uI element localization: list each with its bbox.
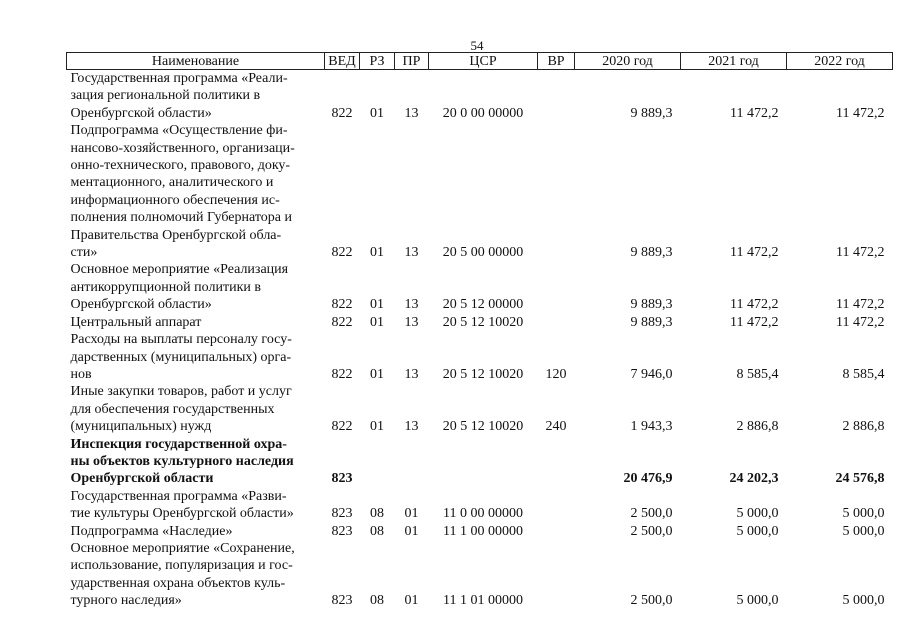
header-vr: ВР: [538, 53, 575, 70]
cell-y2022: 2 886,8: [842, 419, 885, 435]
cell-csr: 11 1 00 00000: [443, 523, 523, 539]
row-name-line: нов: [70, 366, 92, 382]
row-name-line: Оренбургской области»: [70, 105, 212, 121]
header-pr: ПР: [395, 53, 429, 70]
budget-table: [66, 52, 893, 610]
cell-csr: 20 5 12 00000: [442, 297, 524, 313]
cell-csr: 20 5 00 00000: [442, 245, 524, 261]
cell-y2021: 2 886,8: [736, 419, 779, 435]
cell-y2022: 8 585,4: [842, 366, 885, 382]
cell-vr: 240: [545, 419, 567, 435]
row-name-line: Иные закупки товаров, работ и услуг: [70, 384, 292, 400]
row-name-line: Подпрограмма «Наследие»: [70, 523, 233, 539]
row-name: [67, 523, 325, 540]
row-name: [67, 331, 325, 383]
row-name-line: (муниципальных) нужд: [70, 419, 212, 435]
cell-rz: 01: [370, 314, 384, 330]
row-name-line: Инспекция государственной охра-: [70, 436, 287, 452]
row-name-line: антикоррупционной политики в: [70, 279, 261, 295]
cell-y2020: 20 476,9: [623, 471, 673, 487]
row-name-line: полнения полномочий Губернатора и: [70, 210, 292, 226]
cell-y2020: 9 889,3: [630, 314, 673, 330]
table-row: [67, 436, 893, 488]
cell-rz: 01: [370, 419, 384, 435]
table-row: [67, 70, 893, 123]
row-name-line: дарственных (муниципальных) орга-: [70, 349, 292, 365]
cell-csr: 20 5 12 10020: [442, 366, 524, 382]
row-name-line: нансово-хозяйственного, организаци-: [70, 140, 295, 156]
cell-pr: 13: [404, 297, 419, 313]
cell-ved: 822: [331, 105, 353, 121]
row-name-line: информационного обеспечения ис-: [70, 192, 280, 208]
row-name-line: турного наследия»: [70, 593, 182, 609]
header-2020: 2020 год: [575, 53, 681, 70]
row-name-line: Подпрограмма «Осуществление фи-: [70, 123, 288, 139]
cell-y2021: 5 000,0: [736, 506, 779, 522]
cell-y2021: 11 472,2: [730, 314, 779, 330]
cell-ved: 822: [331, 245, 353, 261]
row-name-line: Оренбургской области»: [70, 297, 212, 313]
table-row: [67, 261, 893, 313]
table-row: [67, 540, 893, 610]
row-name: [67, 314, 325, 331]
cell-ved: 822: [331, 419, 353, 435]
cell-y2020: 7 946,0: [630, 366, 673, 382]
cell-pr: 01: [404, 593, 419, 609]
row-name: [67, 122, 325, 261]
cell-ved: 823: [331, 471, 353, 487]
cell-rz: 01: [370, 245, 384, 261]
header-name: Наименование: [67, 53, 325, 70]
row-name-line: ны объектов культурного наследия: [70, 453, 294, 469]
header-2021: 2021 год: [681, 53, 787, 70]
cell-pr: 13: [404, 105, 419, 121]
cell-y2020: 2 500,0: [630, 506, 673, 522]
cell-ved: 823: [331, 523, 353, 539]
table-row: [67, 314, 893, 331]
cell-y2022: 11 472,2: [836, 314, 885, 330]
cell-csr: 20 5 12 10020: [442, 314, 524, 330]
cell-csr: [429, 436, 538, 488]
cell-pr: 13: [404, 314, 419, 330]
cell-vr: [538, 523, 575, 540]
cell-ved: 822: [331, 297, 353, 313]
cell-vr: 120: [545, 366, 567, 382]
row-name-line: Расходы на выплаты персоналу госу-: [70, 332, 292, 348]
page-number: 54: [470, 38, 484, 53]
cell-pr: 13: [404, 366, 419, 382]
cell-rz: 08: [370, 523, 384, 539]
cell-y2020: 1 943,3: [630, 419, 673, 435]
row-name-line: Государственная программа «Реали-: [70, 71, 288, 86]
row-name-line: Правительства Оренбургской обла-: [70, 227, 282, 243]
cell-rz: 08: [370, 593, 384, 609]
row-name-line: Основное мероприятие «Реализация: [70, 262, 289, 278]
row-name: [67, 488, 325, 523]
cell-csr: 11 0 00 00000: [443, 506, 523, 522]
row-name: [67, 436, 325, 488]
cell-y2022: 5 000,0: [842, 593, 885, 609]
table-row: [67, 523, 893, 540]
cell-ved: 823: [331, 593, 353, 609]
cell-rz: [360, 436, 395, 488]
cell-vr: [538, 70, 575, 123]
row-name: [67, 540, 325, 610]
row-name-line: для обеспечения государственных: [70, 401, 275, 417]
cell-vr: [538, 314, 575, 331]
row-name: [67, 70, 325, 123]
table-row: [67, 488, 893, 523]
cell-y2021: 5 000,0: [736, 523, 779, 539]
cell-y2020: 9 889,3: [630, 105, 673, 121]
header-csr: ЦСР: [429, 53, 538, 70]
cell-y2022: 24 576,8: [835, 471, 885, 487]
cell-rz: 01: [370, 366, 384, 382]
cell-csr: 20 5 12 10020: [442, 419, 524, 435]
row-name-line: тие культуры Оренбургской области»: [70, 506, 294, 522]
cell-y2020: 9 889,3: [630, 297, 673, 313]
cell-y2021: 11 472,2: [730, 245, 779, 261]
cell-y2020: 2 500,0: [630, 593, 673, 609]
cell-ved: 822: [331, 314, 353, 330]
table-row: [67, 122, 893, 261]
cell-rz: 08: [370, 506, 384, 522]
cell-y2022: 5 000,0: [842, 523, 885, 539]
row-name-line: использование, популяризация и гос-: [70, 558, 293, 574]
cell-y2020: 9 889,3: [630, 245, 673, 261]
cell-y2020: 2 500,0: [630, 523, 673, 539]
row-name: [67, 383, 325, 435]
cell-y2021: 11 472,2: [730, 297, 779, 313]
table-row: [67, 331, 893, 383]
row-name-line: ментационного, аналитического и: [70, 175, 274, 191]
header-ved: ВЕД: [325, 53, 360, 70]
cell-y2022: 11 472,2: [836, 297, 885, 313]
row-name-line: Государственная программа «Разви-: [70, 488, 287, 504]
cell-y2021: 24 202,3: [729, 471, 779, 487]
cell-ved: 822: [331, 366, 353, 382]
cell-y2021: 5 000,0: [736, 593, 779, 609]
cell-vr: [538, 540, 575, 610]
cell-y2021: 8 585,4: [736, 366, 779, 382]
cell-vr: [538, 488, 575, 523]
cell-rz: 01: [370, 105, 384, 121]
row-name-line: Оренбургской области: [70, 471, 214, 487]
table-body: [67, 70, 893, 610]
row-name-line: зация региональной политики в: [70, 88, 261, 104]
cell-csr: 11 1 01 00000: [443, 593, 523, 609]
row-name-line: Основное мероприятие «Сохранение,: [70, 540, 295, 556]
header-2022: 2022 год: [787, 53, 893, 70]
cell-rz: 01: [370, 297, 384, 313]
cell-csr: 20 0 00 00000: [442, 105, 524, 121]
row-name-line: ударственная охрана объектов куль-: [70, 575, 286, 591]
row-name-line: онно-технического, правового, доку-: [70, 158, 291, 174]
cell-y2022: 5 000,0: [842, 506, 885, 522]
cell-ved: 823: [331, 506, 353, 522]
header-rz: РЗ: [360, 53, 395, 70]
table-row: [67, 383, 893, 435]
cell-vr: [538, 122, 575, 261]
cell-y2022: 11 472,2: [836, 245, 885, 261]
cell-vr: [538, 436, 575, 488]
cell-vr: [538, 261, 575, 313]
cell-pr: [395, 436, 429, 488]
cell-pr: 01: [404, 506, 419, 522]
cell-y2022: 11 472,2: [836, 105, 885, 121]
row-name-line: сти»: [70, 245, 98, 261]
cell-pr: 01: [404, 523, 419, 539]
row-name-line: Центральный аппарат: [70, 314, 202, 330]
row-name: [67, 261, 325, 313]
cell-pr: 13: [404, 419, 419, 435]
cell-pr: 13: [404, 245, 419, 261]
cell-y2021: 11 472,2: [730, 105, 779, 121]
header-row: [67, 53, 893, 70]
